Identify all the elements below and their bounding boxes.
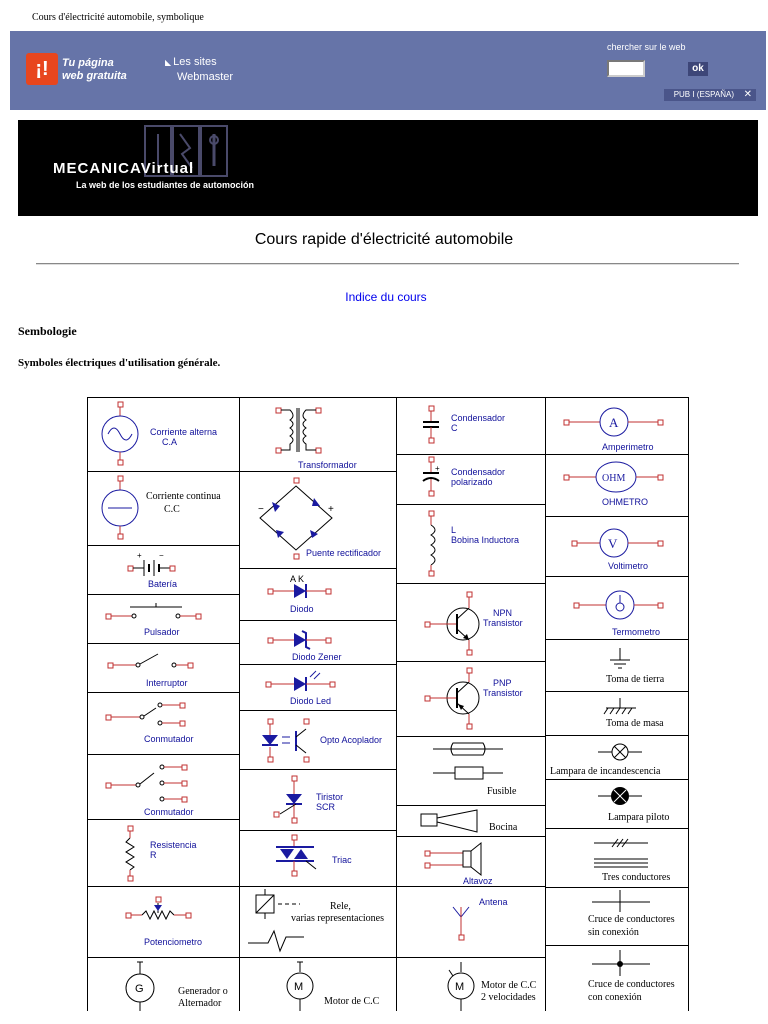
- mecanicavirtual-logo-text: MECANICAVirtual: [53, 160, 195, 177]
- label: R: [150, 850, 157, 860]
- divider: [36, 263, 739, 265]
- label: PNP: [493, 678, 512, 688]
- label: Batería: [148, 579, 178, 589]
- label: Cruce de conductores: [588, 914, 675, 925]
- symbol-ohmetro: [545, 454, 689, 517]
- capacitor-icon: [397, 398, 547, 456]
- label: Toma de masa: [606, 718, 664, 729]
- symbol-diodo: [239, 568, 397, 621]
- label: Altavoz: [463, 876, 493, 886]
- symbol-tres-conductores: [545, 828, 689, 888]
- svg-text:G: G: [135, 983, 144, 995]
- npn-transistor-icon: [397, 584, 547, 663]
- changeover-switch-icon: [88, 693, 241, 756]
- earth-ground-icon: [546, 640, 689, 693]
- svg-text:M: M: [455, 981, 465, 993]
- label: Potenciometro: [144, 937, 203, 947]
- label: A K: [290, 574, 305, 584]
- label: Generador o: [178, 986, 228, 997]
- label: varias representaciones: [291, 913, 385, 924]
- symbol-bateria: [87, 545, 240, 595]
- label: Condensador: [451, 467, 506, 477]
- subsection-heading: Symboles électriques d'utilisation générale.: [18, 357, 221, 369]
- label: Termometro: [612, 627, 661, 637]
- symbol-interruptor: [87, 643, 240, 693]
- search-input[interactable]: [607, 60, 645, 77]
- svg-text:M: M: [294, 981, 304, 993]
- svg-text:A: A: [609, 415, 619, 430]
- symbols-table: [87, 397, 689, 1011]
- symbol-triac: [239, 830, 397, 887]
- page-title: Cours rapide d'électricité automobile: [254, 231, 514, 248]
- label: Diodo Zener: [292, 652, 342, 662]
- symbol-antena: [396, 886, 546, 958]
- webmaster-link[interactable]: Webmaster: [177, 71, 234, 83]
- label: Corriente continua: [146, 491, 221, 502]
- course-index-link[interactable]: Indice du cours: [345, 290, 427, 304]
- banner-links: [165, 55, 233, 84]
- potentiometer-icon: [88, 887, 241, 959]
- symbol-toma-tierra: [545, 639, 689, 692]
- svg-text:+: +: [435, 464, 440, 473]
- symbol-puente-rectificador: [239, 471, 397, 569]
- label: C.C: [164, 504, 180, 515]
- label: polarizado: [451, 477, 493, 487]
- label: Toma de tierra: [606, 674, 665, 685]
- symbol-toma-masa: [545, 691, 689, 736]
- label: Conmutador: [144, 734, 194, 744]
- symbol-cruce-con-conexion: [545, 945, 689, 1011]
- mecanicavirtual-header-image: [18, 120, 758, 216]
- symbol-voltimetro: [545, 516, 689, 577]
- svg-text:−: −: [258, 504, 264, 515]
- label: Voltimetro: [608, 561, 649, 571]
- label: Motor de C.C: [324, 996, 380, 1007]
- symbol-conmutador-2: [87, 754, 240, 820]
- symbol-resistencia: [87, 819, 240, 887]
- symbol-conmutador: [87, 692, 240, 755]
- arrow-icon: ◣: [165, 58, 172, 67]
- search-ok-button[interactable]: ok: [688, 62, 708, 76]
- label: L: [451, 525, 457, 535]
- svg-text:−: −: [159, 551, 164, 560]
- label: con conexión: [588, 992, 642, 1003]
- symbol-tiristor: [239, 769, 397, 831]
- resistor-icon: [88, 820, 241, 888]
- horn-icon: [397, 806, 547, 838]
- chassis-ground-icon: [546, 692, 689, 737]
- close-icon[interactable]: ✕: [743, 89, 752, 100]
- label: Pulsador: [144, 627, 180, 637]
- label: Tres conductores: [602, 872, 671, 883]
- document-title: Cours d'électricité automobile, symbolique: [32, 12, 204, 23]
- symbol-potenciometro: [87, 886, 240, 958]
- label: Conmutador: [144, 807, 194, 817]
- label: Alternador: [178, 998, 222, 1009]
- label: Cruce de conductores: [588, 979, 675, 990]
- symbol-transformador: [239, 397, 397, 472]
- logo-line-2: web gratuita: [62, 70, 127, 82]
- label: Diodo Led: [290, 696, 332, 706]
- symbol-rele: [239, 886, 397, 958]
- pub-label: PUB I (ESPAÑA): [673, 90, 734, 99]
- logo-text[interactable]: [62, 57, 127, 83]
- label: Diodo: [290, 604, 314, 614]
- symbol-opto-acoplador: [239, 710, 397, 770]
- label: NPN: [493, 608, 513, 618]
- search-label: chercher sur le web: [607, 42, 686, 52]
- fuse-icon: [397, 737, 547, 807]
- svg-text:+: +: [137, 551, 142, 560]
- antenna-icon: [397, 887, 547, 959]
- label: 2 velocidades: [481, 992, 536, 1003]
- symbol-pnp: [396, 661, 546, 737]
- symbol-lampara-piloto: [545, 779, 689, 829]
- symbol-corriente-continua: [87, 471, 240, 546]
- symbol-motor-cc: [239, 957, 397, 1011]
- symbol-corriente-alterna: [87, 397, 240, 472]
- les-sites-link[interactable]: Les sites: [173, 56, 217, 68]
- label: Fusible: [487, 786, 517, 797]
- svg-text:OHM: OHM: [602, 473, 626, 484]
- label: C: [451, 423, 458, 433]
- logo-line-1: Tu página: [62, 57, 114, 69]
- symbol-altavoz: [396, 836, 546, 887]
- label: Amperimetro: [602, 442, 654, 452]
- symbol-diodo-led: [239, 664, 397, 711]
- ohmmeter-icon: [546, 455, 689, 518]
- label: Rele,: [330, 901, 351, 912]
- label: Corriente alterna: [150, 427, 218, 437]
- symbol-condensador-polarizado: [396, 454, 546, 505]
- inductor-icon: [397, 505, 547, 585]
- symbol-lampara: [545, 735, 689, 780]
- label: Condensador: [451, 413, 506, 423]
- symbol-condensador: [396, 397, 546, 455]
- top-banner: [10, 31, 766, 110]
- symbol-motor-2v: [396, 957, 546, 1011]
- label: Tiristor: [316, 792, 344, 802]
- label: Triac: [332, 855, 352, 865]
- label: Transistor: [483, 688, 523, 698]
- mecanicavirtual-subtitle: La web de los estudiantes de automoción: [76, 180, 255, 190]
- svg-text:+: +: [328, 504, 334, 515]
- pnp-transistor-icon: [397, 662, 547, 738]
- label: sin conexión: [588, 927, 639, 938]
- label: Motor de C.C: [481, 980, 537, 991]
- tu-pagina-logo-icon[interactable]: ¡!: [26, 53, 58, 85]
- symbol-npn: [396, 583, 546, 662]
- triac-icon: [240, 831, 398, 888]
- label: Interruptor: [146, 678, 188, 688]
- pub-badge[interactable]: [664, 89, 756, 101]
- section-heading: Sembologie: [18, 324, 77, 338]
- symbol-cruce-sin-conexion: [545, 887, 689, 946]
- label: Antena: [479, 897, 508, 907]
- symbol-pulsador: [87, 594, 240, 644]
- symbol-fusible: [396, 736, 546, 806]
- symbol-diodo-zener: [239, 620, 397, 665]
- label: Bobina Inductora: [451, 535, 520, 545]
- symbol-bocina: [396, 805, 546, 837]
- svg-text:V: V: [608, 536, 618, 551]
- label: Bocina: [489, 822, 518, 833]
- symbol-generador: [87, 957, 240, 1011]
- label: OHMETRO: [602, 497, 648, 507]
- label: Lampara piloto: [608, 812, 670, 823]
- label: Puente rectificador: [306, 548, 382, 558]
- label: Transistor: [483, 618, 523, 628]
- label: C.A: [162, 437, 178, 447]
- label: SCR: [316, 802, 336, 812]
- diode-icon: [240, 569, 398, 622]
- push-button-icon: [88, 595, 241, 645]
- label: Opto Acoplador: [320, 735, 383, 745]
- symbol-bobina: [396, 504, 546, 584]
- symbol-termometro: [545, 576, 689, 640]
- label: Lampara de incandescencia: [550, 766, 661, 777]
- label: Transformador: [298, 460, 357, 470]
- label: Resistencia: [150, 840, 197, 850]
- symbol-amperimetro: [545, 397, 689, 455]
